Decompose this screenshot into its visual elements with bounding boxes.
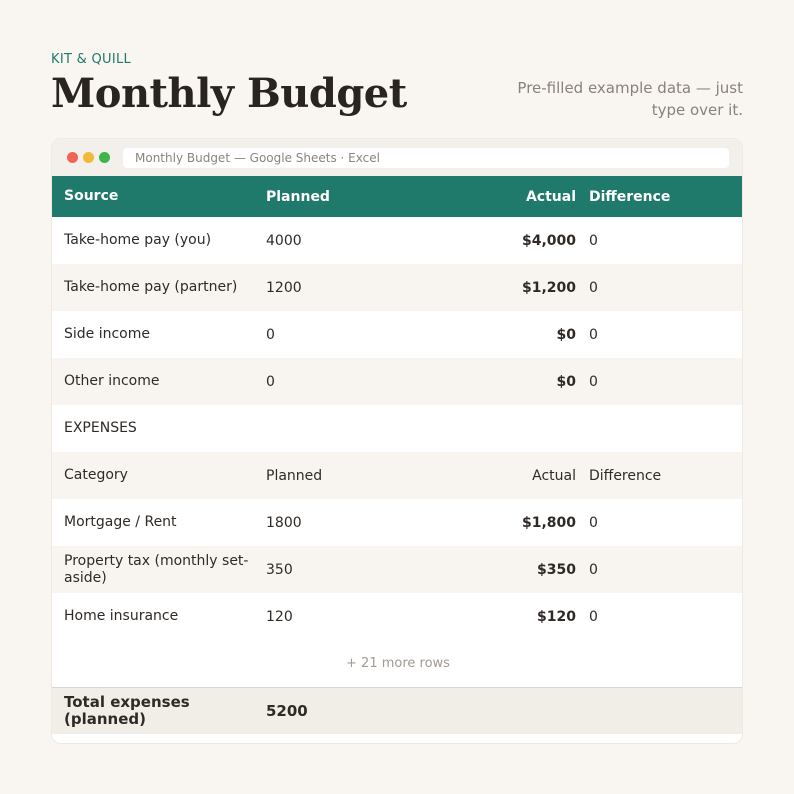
cell-actual[interactable]: $4,000 (521, 232, 576, 249)
cell-source[interactable]: Take-home pay (partner) (64, 279, 238, 295)
cell-category[interactable]: Mortgage / Rent (64, 514, 177, 530)
cell-planned[interactable]: 4000 (266, 232, 302, 249)
cell-planned[interactable]: 1200 (266, 279, 302, 296)
header-source[interactable]: Source (64, 188, 119, 204)
cell-actual[interactable]: $1,200 (521, 279, 576, 296)
cell-planned-header[interactable]: Planned (266, 467, 323, 484)
cell-actual[interactable]: $0 (556, 326, 576, 343)
subheader-row (52, 452, 743, 499)
cell-category[interactable]: Property tax (monthly set-aside) (64, 552, 249, 586)
table-row (52, 593, 743, 640)
cell-difference[interactable]: 0 (589, 373, 598, 390)
address-bar[interactable]: Monthly Budget — Google Sheets · Excel (123, 148, 729, 168)
maximize-window-dot[interactable] (99, 152, 110, 163)
page-subtitle: Pre-filled example data — just type over it. (517, 79, 743, 119)
cell-planned[interactable]: 0 (266, 326, 275, 343)
page-title: Monthly Budget (51, 70, 407, 117)
table-row (52, 264, 743, 311)
cell-difference[interactable]: 0 (589, 232, 598, 249)
cell-source[interactable]: Take-home pay (you) (64, 232, 212, 248)
section-label[interactable]: EXPENSES (64, 420, 137, 436)
cell-difference[interactable]: 0 (589, 561, 598, 578)
table-row (52, 217, 743, 264)
cell-planned[interactable]: 120 (266, 608, 293, 625)
cell-actual[interactable]: $350 (537, 561, 576, 578)
cell-category[interactable]: Home insurance (64, 608, 179, 624)
window-chrome (52, 139, 742, 177)
header-difference[interactable]: Difference (589, 188, 671, 205)
minimize-window-dot[interactable] (83, 152, 94, 163)
header-actual[interactable]: Actual (525, 188, 576, 205)
total-value[interactable]: 5200 (266, 702, 308, 720)
cell-difference[interactable]: 0 (589, 514, 598, 531)
table-row (52, 499, 743, 546)
section-row-expenses (52, 405, 743, 452)
cell-category-header[interactable]: Category (64, 467, 128, 483)
table-row (52, 311, 743, 358)
cell-source[interactable]: Side income (64, 326, 151, 342)
table-row (52, 358, 743, 405)
cell-difference[interactable]: 0 (589, 608, 598, 625)
table-header-row (52, 176, 743, 217)
total-label: Total expenses (planned) (64, 693, 190, 728)
spreadsheet-window (51, 138, 743, 744)
cell-difference[interactable]: 0 (589, 326, 598, 343)
more-rows-indicator[interactable]: + 21 more rows (346, 656, 450, 671)
cell-source[interactable]: Other income (64, 373, 160, 389)
brand-label: KIT & QUILL (51, 52, 132, 67)
cell-planned[interactable]: 1800 (266, 514, 302, 531)
cell-planned[interactable]: 0 (266, 373, 275, 390)
table-row (52, 546, 743, 593)
cell-difference-header[interactable]: Difference (589, 467, 662, 484)
cell-actual-header[interactable]: Actual (532, 467, 576, 484)
cell-actual[interactable]: $1,800 (521, 514, 576, 531)
close-window-dot[interactable] (67, 152, 78, 163)
cell-actual[interactable]: $120 (537, 608, 576, 625)
header-planned[interactable]: Planned (266, 188, 330, 205)
total-row (52, 687, 743, 734)
cell-planned[interactable]: 350 (266, 561, 293, 578)
cell-difference[interactable]: 0 (589, 279, 598, 296)
cell-actual[interactable]: $0 (556, 373, 576, 390)
